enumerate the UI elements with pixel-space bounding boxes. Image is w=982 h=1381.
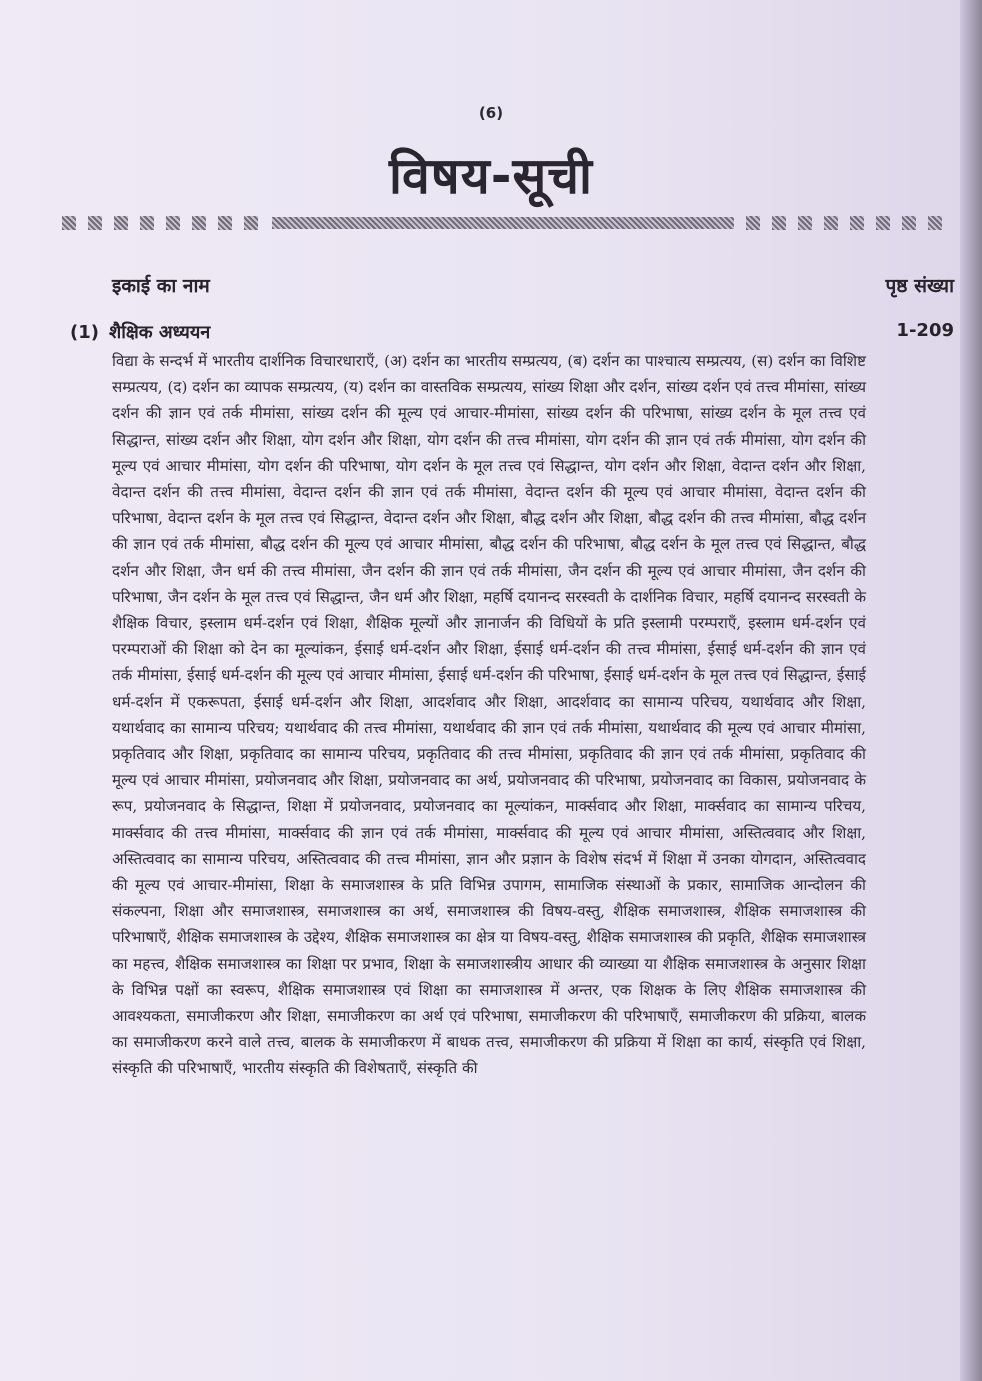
ornament-square — [772, 216, 786, 230]
page-number: (6) — [478, 104, 504, 122]
ornament-square — [902, 216, 916, 230]
ornament-square — [166, 216, 180, 230]
unit-name-heading: इकाई का नाम — [112, 275, 210, 297]
ornament-square — [218, 216, 232, 230]
ornament-square — [876, 216, 890, 230]
ornament-square — [746, 216, 760, 230]
unit-number: (1) — [70, 322, 99, 343]
ornament-square — [114, 216, 128, 230]
decorative-border — [62, 214, 954, 232]
ornament-square — [824, 216, 838, 230]
toc-entry — [70, 320, 954, 344]
unit-pages: 1-209 — [896, 320, 954, 341]
unit-title — [70, 320, 210, 344]
ornament-square — [244, 216, 258, 230]
ornament-bar — [272, 217, 734, 229]
ornament-square — [62, 216, 76, 230]
ornament-square — [850, 216, 864, 230]
ornament-square — [192, 216, 206, 230]
ornament-square — [798, 216, 812, 230]
page-count-heading: पृष्ठ संख्या — [885, 275, 954, 297]
unit-contents: विद्या के सन्दर्भ में भारतीय दार्शनिक विचारधाराएँ, (अ) दर्शन का भारतीय सम्प्रत्यय, (ब) दर्शन का पाश्चात्य सम्प्रत्यय, (स) दर्शन का विशिष्ट सम्प्रत्यय, (द) दर्शन का व्यापक सम्प्रत्यय, (य) दर्शन का वास्तविक सम्प्रत्यय, सांख्य शिक्षा और दर्शन, सांख्य दर्शन एवं तत्त्व मीमांसा, सांख्य दर्शन की ज्ञान एवं तर्क मीमांसा, सांख्य दर्शन की मूल्य एवं आचार-मीमांसा, सांख्य दर्शन की परिभाषा, सांख्य दर्शन के मूल तत्त्व एवं सिद्धान्त, सांख्य दर्शन और शिक्षा, योग दर्शन और शिक्षा, योग दर्शन की तत्त्व मीमांसा, योग दर्शन की ज्ञान एवं तर्क मीमांसा, योग दर्शन की मूल्य एवं आचार मीमांसा, योग दर्शन की परिभाषा, योग दर्शन के मूल तत्त्व एवं सिद्धान्त, योग दर्शन और शिक्षा, वेदान्त दर्शन और शिक्षा, वेदान्त दर्शन की तत्त्व मीमांसा, वेदान्त दर्शन की ज्ञान एवं तर्क मीमांसा, वेदान्त दर्शन की मूल्य एवं आचार मीमांसा, वेदान्त दर्शन की परिभाषा, वेदान्त दर्शन के मूल तत्त्व एवं सिद्धान्त, वेदान्त दर्शन और शिक्षा, बौद्ध दर्शन और शिक्षा, बौद्ध दर्शन की तत्त्व मीमांसा, बौद्ध दर्शन की ज्ञान एवं तर्क मीमांसा, बौद्ध दर्शन की मूल्य एवं आचार मीमांसा, बौद्ध दर्शन की परिभाषा, बौद्ध दर्शन के मूल तत्त्व एवं सिद्धान्त, बौद्ध दर्शन और शिक्षा, जैन धर्म की तत्त्व मीमांसा, जैन दर्शन की ज्ञान एवं तर्क मीमांसा, जैन दर्शन की मूल्य एवं आचार मीमांसा, जैन दर्शन की परिभाषा, जैन दर्शन के मूल तत्त्व एवं सिद्धान्त, जैन धर्म और शिक्षा, महर्षि दयानन्द सरस्वती के दार्शनिक विचार, महर्षि दयानन्द सरस्वती के शैक्षिक विचार, इस्लाम धर्म-दर्शन एवं शिक्षा, शैक्षिक मूल्यों और ज्ञानार्जन की विधियों के प्रति इस्लामी परम्पराएँ, इस्लाम धर्म-दर्शन एवं परम्पराओं की शिक्षा को देन का मूल्यांकन, ईसाई धर्म-दर्शन और शिक्षा, ईसाई धर्म-दर्शन की तत्त्व मीमांसा, ईसाई धर्म-दर्शन की ज्ञान एवं तर्क मीमांसा, ईसाई धर्म-दर्शन की मूल्य एवं आचार मीमांसा, ईसाई धर्म-दर्शन की परिभाषा, ईसाई धर्म-दर्शन के मूल तत्त्व एवं सिद्धान्त, ईसाई धर्म-दर्शन में एकरूपता, ईसाई धर्म-दर्शन और शिक्षा, आदर्शवाद और शिक्षा, आदर्शवाद का सामान्य परिचय, यथार्थवाद और शिक्षा, यथार्थवाद का सामान्य परिचय; यथार्थवाद की तत्त्व मीमांसा, यथार्थवाद की ज्ञान एवं तर्क मीमांसा, यथार्थवाद की मूल्य एवं आचार मीमांसा, प्रकृतिवाद और शिक्षा, प्रकृतिवाद का सामान्य परिचय, प्रकृतिवाद की तत्त्व मीमांसा, प्रकृतिवाद की ज्ञान एवं तर्क मीमांसा, प्रकृतिवाद की मूल्य एवं आचार मीमांसा, प्रयोजनवाद और शिक्षा, प्रयोजनवाद का अर्थ, प्रयोजनवाद की परिभाषा, प्रयोजनवाद का विकास, प्रयोजनवाद के रूप, प्रयोजनवाद के सिद्धान्त, शिक्षा में प्रयोजनवाद, प्रयोजनवाद का मूल्यांकन, मार्क्सवाद और शिक्षा, मार्क्सवाद का सामान्य परिचय, मार्क्सवाद की तत्त्व मीमांसा, मार्क्सवाद की ज्ञान एवं तर्क मीमांसा, मार्क्सवाद की मूल्य एवं आचार मीमांसा, अस्तित्ववाद और शिक्षा, अस्तित्ववाद का सामान्य परिचय, अस्तित्ववाद की तत्त्व मीमांसा, ज्ञान और प्रज्ञान के विशेष संदर्भ में शिक्षा में उनका योगदान, अस्तित्ववाद की मूल्य एवं आचार-मीमांसा, शिक्षा के समाजशास्त्र के प्रति विभिन्न उपागम, सामाजिक संस्थाओं के प्रकार, सामाजिक आन्दोलन की संकल्पना, शिक्षा और समाजशास्त्र, समाजशास्त्र का अर्थ, समाजशास्त्र की विषय-वस्तु, शैक्षिक समाजशास्त्र, शैक्षिक समाजशास्त्र की परिभाषाएँ, शैक्षिक समाजशास्त्र के उद्देश्य, शैक्षिक समाजशास्त्र का क्षेत्र या विषय-वस्तु, शैक्षिक समाजशास्त्र की प्रकृति, शैक्षिक समाजशास्त्र का महत्त्व, शैक्षिक समाजशास्त्र का शिक्षा पर प्रभाव, शिक्षा के समाजशास्त्रीय आधार की व्याख्या या शैक्षिक समाजशास्त्र के अनुसार शिक्षा के विभिन्न पक्षों का स्वरूप, शैक्षिक समाजशास्त्र एवं शिक्षा का समाजशास्त्र में अन्तर, एक शिक्षक के लिए शैक्षिक समाजशास्त्र की आवश्यकता, समाजीकरण और शिक्षा, समाजीकरण का अर्थ एवं परिभाषा, समाजीकरण की परिभाषाएँ, समाजीकरण की प्रक्रिया, बालक का समाजीकरण करने वाले तत्त्व, बालक के समाजीकरण में बाधक तत्त्व, समाजीकरण की प्रक्रिया में शिक्षा का कार्य, संस्कृति एवं शिक्षा, संस्कृति की परिभाषाएँ, भारतीय संस्कृति की विशेषताएँ, संस्कृति की — [112, 352, 866, 1078]
ornament-square — [88, 216, 102, 230]
page-title: विषय-सूची — [389, 147, 593, 205]
ornament-square — [928, 216, 942, 230]
unit-name: शैक्षिक अध्ययन — [108, 322, 211, 343]
toc-header — [112, 272, 954, 298]
ornament-square — [140, 216, 154, 230]
